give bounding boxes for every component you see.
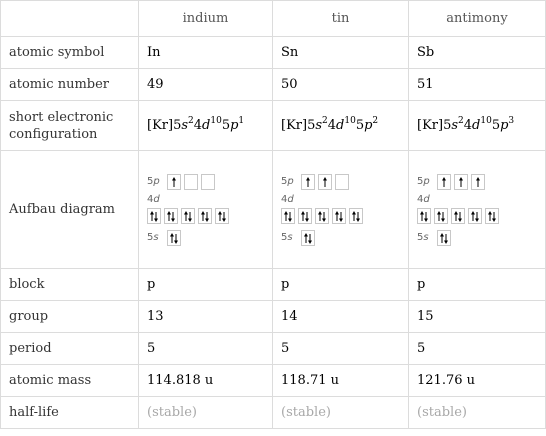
aufbau-diagram (147, 174, 264, 246)
config-s: s (181, 118, 189, 133)
orbital-box (471, 174, 485, 190)
spin-up-arrow-icon (201, 211, 205, 221)
cell-tin: p (273, 269, 409, 301)
shell-5s (147, 230, 264, 246)
orbital-box (437, 174, 451, 190)
cell-tin: 14 (273, 301, 409, 333)
spin-up-arrow-icon (471, 211, 475, 221)
spin-down-arrow-icon (171, 212, 175, 222)
orbital-box (164, 208, 178, 224)
row-label: block (1, 269, 139, 301)
shell-5p-label-letter: p (423, 176, 430, 187)
cell-antimony (409, 101, 546, 151)
cell-antimony: (stable) (409, 397, 546, 429)
header-empty (1, 1, 139, 37)
shell-5p-label-letter: p (287, 176, 294, 187)
config-d: d (472, 118, 481, 133)
cell-tin: Sn (273, 37, 409, 69)
row-label (1, 101, 139, 151)
orbital-box (298, 208, 312, 224)
shell-4d-number: 4 (147, 193, 154, 205)
spin-up-arrow-icon (442, 177, 446, 187)
cell-indium (139, 101, 273, 151)
orbital-box (454, 174, 468, 190)
row-label: group (1, 301, 139, 333)
shell-4d-label (281, 194, 400, 205)
config-p-exp: 3 (508, 115, 515, 126)
config-p-prefix: 5 (355, 118, 365, 133)
cell-indium: 5 (139, 333, 273, 365)
spin-down-arrow-icon (288, 212, 292, 222)
shell-5s-label-number: 5 (417, 232, 424, 243)
shell-5s-label-number: 5 (281, 232, 288, 243)
cell-antimony: 15 (409, 301, 546, 333)
config-d-exp: 10 (480, 115, 492, 126)
shell-4d-number: 4 (281, 193, 288, 205)
spin-down-arrow-icon (424, 212, 428, 222)
config-s-exp: 2 (322, 115, 328, 126)
spin-up-arrow-icon (476, 177, 480, 187)
orbital-box (167, 230, 181, 246)
config-p-exp: 1 (238, 115, 245, 126)
cell-antimony: 121.76 u (409, 365, 546, 397)
config-d: d (336, 118, 345, 133)
shell-4d-letter: d (423, 193, 430, 205)
config-prefix: [Kr]5 (281, 118, 316, 133)
orbital-box (434, 208, 448, 224)
spin-up-arrow-icon (167, 211, 171, 221)
aufbau-indium (139, 151, 273, 269)
cell-tin: (stable) (273, 397, 409, 429)
row-atomic-symbol (1, 37, 546, 69)
row-label: atomic number (1, 69, 139, 101)
row-label: atomic symbol (1, 37, 139, 69)
shell-5p (147, 174, 264, 190)
row-label: atomic mass (1, 365, 139, 397)
config-d-exp: 10 (210, 115, 222, 126)
aufbau-tin (273, 151, 409, 269)
header-antimony: antimony (409, 1, 546, 37)
spin-down-arrow-icon (308, 234, 312, 244)
spin-up-arrow-icon (301, 211, 305, 221)
orbital-box (332, 208, 346, 224)
config-d-prefix: 4 (463, 118, 473, 133)
cell-indium: (stable) (139, 397, 273, 429)
row-atomic-mass (1, 365, 546, 397)
shell-5p (417, 174, 537, 190)
spin-up-arrow-icon (318, 211, 322, 221)
row-group (1, 301, 546, 333)
spin-down-arrow-icon (444, 234, 448, 244)
shell-5p-label-number: 5 (417, 176, 424, 187)
cell-tin: 118.71 u (273, 365, 409, 397)
aufbau-antimony (409, 151, 546, 269)
spin-down-arrow-icon (458, 212, 462, 222)
config-prefix: [Kr]5 (417, 118, 452, 133)
shell-5p-label (417, 176, 437, 187)
config-label-line1: short electronic (9, 109, 114, 125)
spin-up-arrow-icon (488, 211, 492, 221)
spin-down-arrow-icon (441, 212, 445, 222)
spin-up-arrow-icon (172, 177, 176, 187)
spin-up-arrow-icon (454, 211, 458, 221)
aufbau-diagram (417, 174, 537, 246)
config-s: s (315, 118, 323, 133)
spin-up-arrow-icon (184, 211, 188, 221)
header-row (1, 1, 546, 37)
shell-5p-label-number: 5 (147, 176, 154, 187)
spin-up-arrow-icon (440, 233, 444, 243)
row-label: period (1, 333, 139, 365)
spin-up-arrow-icon (170, 233, 174, 243)
shell-5s-label-letter: s (287, 232, 293, 243)
header-tin: tin (273, 1, 409, 37)
spin-down-arrow-icon (322, 212, 326, 222)
config-p: p (364, 118, 373, 133)
config-d-prefix: 4 (193, 118, 203, 133)
shell-4d-letter: d (287, 193, 294, 205)
orbital-box (181, 208, 195, 224)
orbital-box (437, 230, 451, 246)
orbital-box (198, 208, 212, 224)
orbital-box (147, 208, 161, 224)
cell-antimony: Sb (409, 37, 546, 69)
row-period (1, 333, 546, 365)
cell-tin (273, 101, 409, 151)
config-p: p (500, 118, 509, 133)
shell-5s (281, 230, 400, 246)
row-half-life (1, 397, 546, 429)
config-s-exp: 2 (188, 115, 194, 126)
spin-down-arrow-icon (305, 212, 309, 222)
shell-4d-letter: d (153, 193, 160, 205)
header-indium: indium (139, 1, 273, 37)
orbital-box (318, 174, 332, 190)
config-p: p (230, 118, 239, 133)
orbital-box (201, 174, 215, 190)
cell-indium: In (139, 37, 273, 69)
orbital-box (301, 174, 315, 190)
config-label-line2: configuration (9, 126, 98, 142)
aufbau-diagram (281, 174, 400, 246)
row-aufbau (1, 151, 546, 269)
orbital-box (281, 208, 295, 224)
shell-5s-label-letter: s (423, 232, 429, 243)
config-d-prefix: 4 (327, 118, 337, 133)
spin-up-arrow-icon (420, 211, 424, 221)
orbital-box (184, 174, 198, 190)
config-d-exp: 10 (344, 115, 356, 126)
cell-indium: p (139, 269, 273, 301)
orbital-box (349, 208, 363, 224)
shell-5p (281, 174, 400, 190)
shell-5s-label (417, 232, 437, 243)
shell-5p-label (147, 176, 167, 187)
orbital-box (451, 208, 465, 224)
row-block (1, 269, 546, 301)
spin-up-arrow-icon (323, 177, 327, 187)
spin-down-arrow-icon (154, 212, 158, 222)
shell-4d-number: 4 (417, 193, 424, 205)
spin-down-arrow-icon (475, 212, 479, 222)
spin-down-arrow-icon (188, 212, 192, 222)
cell-antimony: 5 (409, 333, 546, 365)
row-atomic-number (1, 69, 546, 101)
cell-tin: 50 (273, 69, 409, 101)
shell-5p-label-number: 5 (281, 176, 288, 187)
spin-up-arrow-icon (459, 177, 463, 187)
orbital-box (301, 230, 315, 246)
spin-up-arrow-icon (218, 211, 222, 221)
spin-up-arrow-icon (150, 211, 154, 221)
orbital-box (167, 174, 181, 190)
spin-down-arrow-icon (339, 212, 343, 222)
spin-up-arrow-icon (352, 211, 356, 221)
orbital-box (485, 208, 499, 224)
shell-5p-label (281, 176, 301, 187)
row-config (1, 101, 546, 151)
cell-indium: 49 (139, 69, 273, 101)
orbital-box (417, 208, 431, 224)
config-p-prefix: 5 (491, 118, 501, 133)
spin-up-arrow-icon (304, 233, 308, 243)
config-p-exp: 2 (372, 115, 379, 126)
spin-up-arrow-icon (284, 211, 288, 221)
row-label: half-life (1, 397, 139, 429)
spin-down-arrow-icon (174, 234, 178, 244)
spin-down-arrow-icon (492, 212, 496, 222)
shell-4d (281, 208, 400, 224)
orbital-box (215, 208, 229, 224)
spin-up-arrow-icon (437, 211, 441, 221)
cell-indium: 13 (139, 301, 273, 333)
cell-tin: 5 (273, 333, 409, 365)
spin-up-arrow-icon (335, 211, 339, 221)
orbital-box (315, 208, 329, 224)
spin-down-arrow-icon (356, 212, 360, 222)
cell-antimony: p (409, 269, 546, 301)
shell-4d (417, 208, 537, 224)
config-d: d (202, 118, 211, 133)
orbital-box (468, 208, 482, 224)
config-prefix: [Kr]5 (147, 118, 182, 133)
shell-5s-label-letter: s (153, 232, 159, 243)
spin-up-arrow-icon (306, 177, 310, 187)
config-s-exp: 2 (458, 115, 464, 126)
cell-antimony: 51 (409, 69, 546, 101)
config-s: s (451, 118, 459, 133)
spin-down-arrow-icon (222, 212, 226, 222)
shell-5s-label-number: 5 (147, 232, 154, 243)
orbital-box (335, 174, 349, 190)
shell-5s-label (147, 232, 167, 243)
spin-down-arrow-icon (205, 212, 209, 222)
shell-5p-label-letter: p (153, 176, 160, 187)
shell-4d-label (147, 194, 264, 205)
row-label: Aufbau diagram (1, 151, 139, 269)
shell-5s-label (281, 232, 301, 243)
shell-4d-label (417, 194, 537, 205)
config-p-prefix: 5 (221, 118, 231, 133)
shell-5s (417, 230, 537, 246)
shell-4d (147, 208, 264, 224)
cell-indium: 114.818 u (139, 365, 273, 397)
